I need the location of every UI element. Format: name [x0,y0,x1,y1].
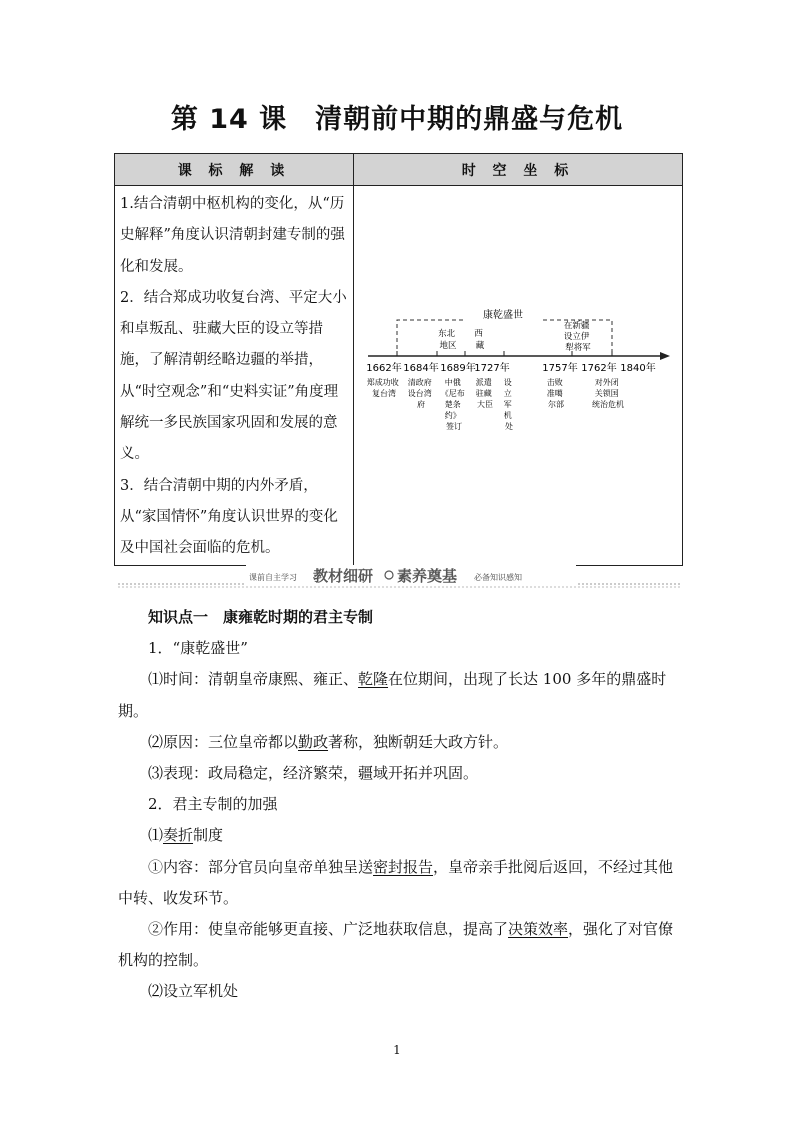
point-1: 1.结合清朝中枢机构的变化，从“历史解释”角度认识清朝封建专制的强化和发展。 [120,196,345,275]
year-1757: 1757年 [542,363,578,374]
para-content: ①内容：部分官员向皇帝单独呈送密封报告，皇帝亲手批阅后返回，不经过其他中转、收发环节。 [118,857,674,907]
curriculum-table [114,153,683,566]
curriculum-points [115,186,354,566]
banner-graphic [118,561,682,591]
year-1684: 1684年 [403,363,439,374]
event-1662: 郑成功收 复台湾 [366,378,399,398]
section-1-title: 1．“康乾盛世” [148,639,248,658]
year-1840: 1840年 [620,363,656,374]
header-timeline: 时 空 坐 标 [354,154,683,186]
answer-qinzheng: 勤政 [298,732,329,751]
year-1762: 1762年 [581,363,617,374]
label-xinjiang: 在新疆 设立伊 犁将军 [563,321,591,353]
point-3: 3．结合清朝中期的内外矛盾，从“家国情怀”角度认识世界的变化及中国社会面临的危机。 [120,477,338,557]
label-dongbei: 东北 地区 [438,329,457,351]
timeline-cell [354,186,683,566]
event-1757: 击败 准噶 尔部 [546,378,564,409]
para-effect: ②作用：使皇帝能够更直接、广泛地获取信息，提高了决策效率，强化了对官僚机构的控制。 [118,920,674,970]
banner-left-text: 课前自主学习 [249,573,297,582]
year-1689: 1689年 [440,363,476,374]
event-1684: 清政府 设台湾 府 [407,378,432,409]
year-1727: 1727年 [474,363,510,374]
page-number: 1 [393,1043,401,1057]
kp1-title: 知识点一 康雍乾时期的君主专制 [148,608,374,626]
main-content [118,602,678,1008]
answer-zouzhe: 奏折 [163,826,194,845]
event-1727-a: 派遣 驻藏 大臣 [475,378,493,409]
answer-mifeng: 密封报告 [373,857,434,876]
event-1689: 中俄 《尼布 楚条 约》 签订 [440,378,465,431]
label-xizang: 西 藏 [474,329,485,351]
para-performance: ⑶表现：政局稳定，经济繁荣，疆域开拓并巩固。 [148,764,479,783]
answer-juece: 决策效率 [508,920,569,939]
answer-qianlong: 乾隆 [358,670,389,689]
para-junjichu: ⑵设立军机处 [148,982,239,1001]
timeline-diagram [354,186,682,562]
axis-arrow-icon [660,352,670,360]
para-zouzhe: ⑴奏折制度 [148,826,224,845]
banner-title-a: 教材细研 [313,567,374,585]
bracket-label: 康乾盛世 [483,310,523,321]
banner-right-text: 必备知识感知 [474,573,522,582]
header-curriculum: 课 标 解 读 [115,154,354,186]
para-time: ⑴时间：清朝皇帝康熙、雍正、乾隆在位期间，出现了长达 100 多年的鼎盛时期。 [118,670,667,720]
event-1762: 对外闭 关锁国 统治危机 [592,378,624,409]
point-2: 2．结合郑成功收复台湾、平定大小和卓叛乱、驻藏大臣的设立等措施，了解清朝经略边疆的举措，从“时空观念”和“史料实证”角度理解统一多民族国家巩固和发展的意义。 [120,289,347,463]
para-reason: ⑵原因：三位皇帝都以勤政著称，独断朝廷大政方针。 [148,732,509,751]
section-banner [118,561,682,591]
year-1662: 1662年 [366,363,402,374]
page-title: 第 14 课 清朝前中期的鼎盛与危机 [170,104,624,135]
section-2-title: 2．君主专制的加强 [148,795,278,814]
banner-title-b: 素养奠基 [397,567,458,585]
event-1727-b: 设 立 军 机 处 [503,378,513,431]
